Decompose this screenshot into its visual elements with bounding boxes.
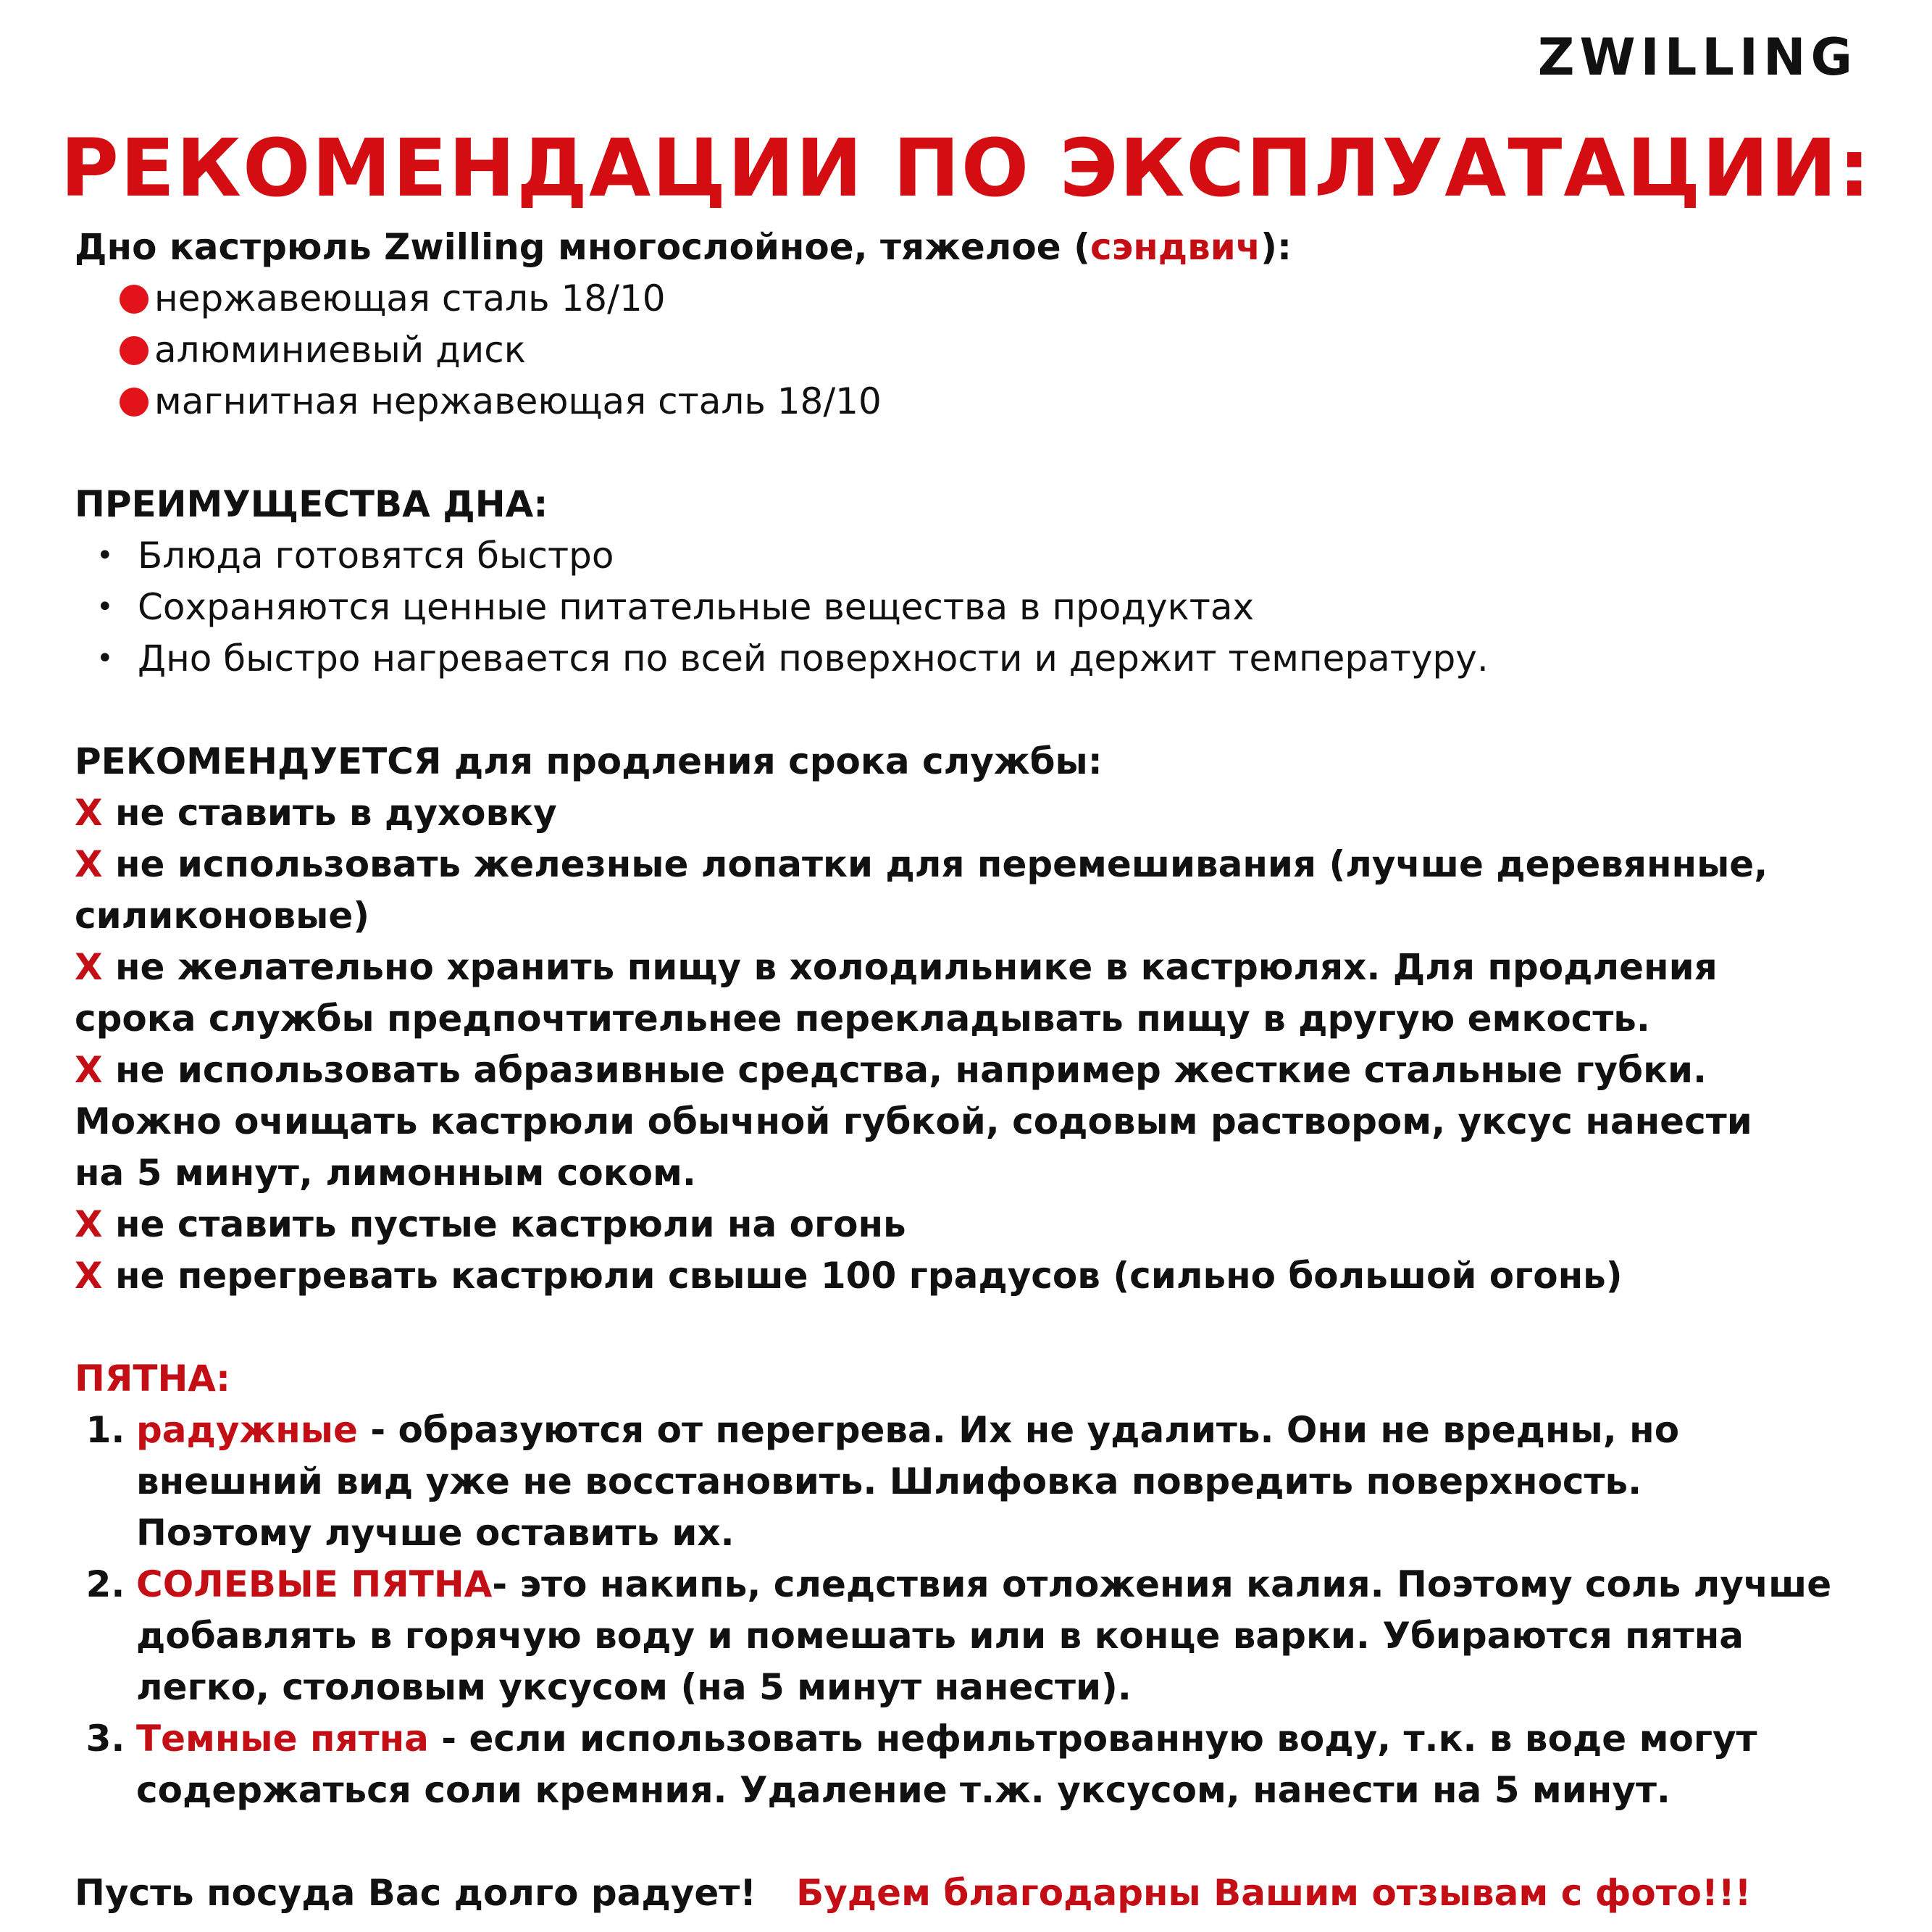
x-mark-icon: X [75, 946, 103, 988]
recommendation-item [75, 787, 1886, 839]
stain-term: радужные [136, 1409, 358, 1451]
stain-number: 1. [85, 1409, 125, 1451]
recommended-list [75, 787, 1886, 1302]
document-body [75, 222, 1886, 1919]
bullet-icon: • [96, 539, 114, 572]
recommended-heading-bold: РЕКОМЕНДУЕТСЯ [75, 740, 442, 782]
bullet-icon: • [96, 590, 114, 624]
footer-right: Будем благодарны Вашим отзывам с фото!!! [796, 1872, 1752, 1914]
layer-label: алюминиевый диск [154, 329, 526, 371]
stains-heading: ПЯТНА: [75, 1358, 230, 1400]
stain-text: - это накипь, следствия отложения калия. Поэтому соль лучше [492, 1563, 1832, 1605]
recommendation-item [75, 1250, 1886, 1302]
recommendation-continuation: срока службы предпочтительнее перекладывать пищу в другую емкость. [75, 998, 1650, 1040]
red-bullet-icon [120, 388, 149, 417]
stain-item [75, 1559, 1886, 1610]
layer-item [75, 325, 1886, 376]
stain-text: - образуются от перегрева. Их не удалить. Они не вредны, но [357, 1409, 1680, 1451]
x-mark-icon: X [75, 1203, 103, 1245]
intro-highlight: сэндвич [1090, 226, 1261, 268]
layer-item [75, 273, 1886, 325]
brand-logo: ZWILLING [1537, 28, 1857, 87]
stain-continuation: легко, столовым уксусом (на 5 минут нанести). [136, 1666, 1132, 1708]
stain-term: СОЛЕВЫЕ ПЯТНА [136, 1563, 493, 1605]
red-bullet-icon [120, 285, 149, 314]
advantage-label: Сохраняются ценные питательные вещества в продуктах [138, 586, 1255, 628]
stain-continuation: содержаться соли кремния. Удаление т.ж. уксусом, нанести на 5 минут. [136, 1769, 1670, 1811]
layer-label: магнитная нержавеющая сталь 18/10 [154, 380, 882, 422]
advantage-label: Блюда готовятся быстро [138, 535, 614, 577]
stains-list [75, 1405, 1886, 1816]
advantages-heading: ПРЕИМУЩЕСТВА ДНА: [75, 483, 548, 525]
layer-item [75, 376, 1886, 427]
stain-continuation: внешний вид уже не восстановить. Шлифовка повредить поверхность. [136, 1460, 1642, 1502]
recommendation-text: не желательно хранить пищу в холодильнике в кастрюлях. Для продления [114, 946, 1718, 988]
footer-left: Пусть посуда Вас долго радует! [75, 1872, 757, 1914]
recommendation-item [75, 1199, 1886, 1250]
stain-continuation: добавлять в горячую воду и помешать или в конце варки. Убираются пятна [136, 1615, 1744, 1657]
stain-item [75, 1713, 1886, 1765]
recommendation-text: не ставить в духовку [114, 792, 557, 834]
recommendation-continuation: на 5 минут, лимонным соком. [75, 1152, 696, 1194]
x-mark-icon: X [75, 792, 103, 834]
recommendation-text: не использовать абразивные средства, например жесткие стальные губки. [114, 1049, 1707, 1091]
stain-term: Темные пятна [136, 1718, 429, 1760]
layer-label: нержавеющая сталь 18/10 [154, 277, 666, 319]
intro-line [75, 222, 1886, 273]
recommendation-continuation: силиконовые) [75, 895, 370, 937]
x-mark-icon: X [75, 843, 103, 885]
red-bullet-icon [120, 336, 149, 365]
advantage-label: Дно быстро нагревается по всей поверхности и держит температуру. [138, 637, 1489, 679]
page-title: РЕКОМЕНДАЦИИ ПО ЭКСПЛУАТАЦИИ: [60, 122, 1872, 214]
x-mark-icon: X [75, 1255, 103, 1297]
stain-item [75, 1405, 1886, 1456]
recommended-heading [75, 736, 1886, 787]
recommendation-continuation: Можно очищать кастрюли обычной губкой, содовым раствором, уксус нанести [75, 1100, 1752, 1142]
recommendation-text: не ставить пустые кастрюли на огонь [114, 1203, 906, 1245]
intro-suffix: ): [1260, 226, 1292, 268]
recommended-heading-rest: для продления срока службы: [441, 740, 1103, 782]
stain-text: - если использовать нефильтрованную воду, т.к. в воде могут [428, 1718, 1757, 1760]
stain-number: 3. [85, 1718, 125, 1760]
intro-prefix: Дно кастрюль Zwilling многослойное, тяжелое ( [75, 226, 1090, 268]
advantage-item [75, 582, 1886, 633]
bullet-icon: • [96, 642, 114, 675]
recommendation-text: не перегревать кастрюли свыше 100 градусов (сильно большой огонь) [114, 1255, 1623, 1297]
advantage-item [75, 530, 1886, 582]
recommendation-item [75, 839, 1886, 890]
recommendation-text: не использовать железные лопатки для перемешивания (лучше деревянные, [114, 843, 1768, 885]
recommendation-item [75, 942, 1886, 993]
stain-continuation: Поэтому лучше оставить их. [136, 1512, 735, 1554]
x-mark-icon: X [75, 1049, 103, 1091]
footer [75, 1868, 1886, 1919]
advantage-item [75, 633, 1886, 685]
stain-number: 2. [85, 1563, 125, 1605]
recommendation-item [75, 1045, 1886, 1096]
